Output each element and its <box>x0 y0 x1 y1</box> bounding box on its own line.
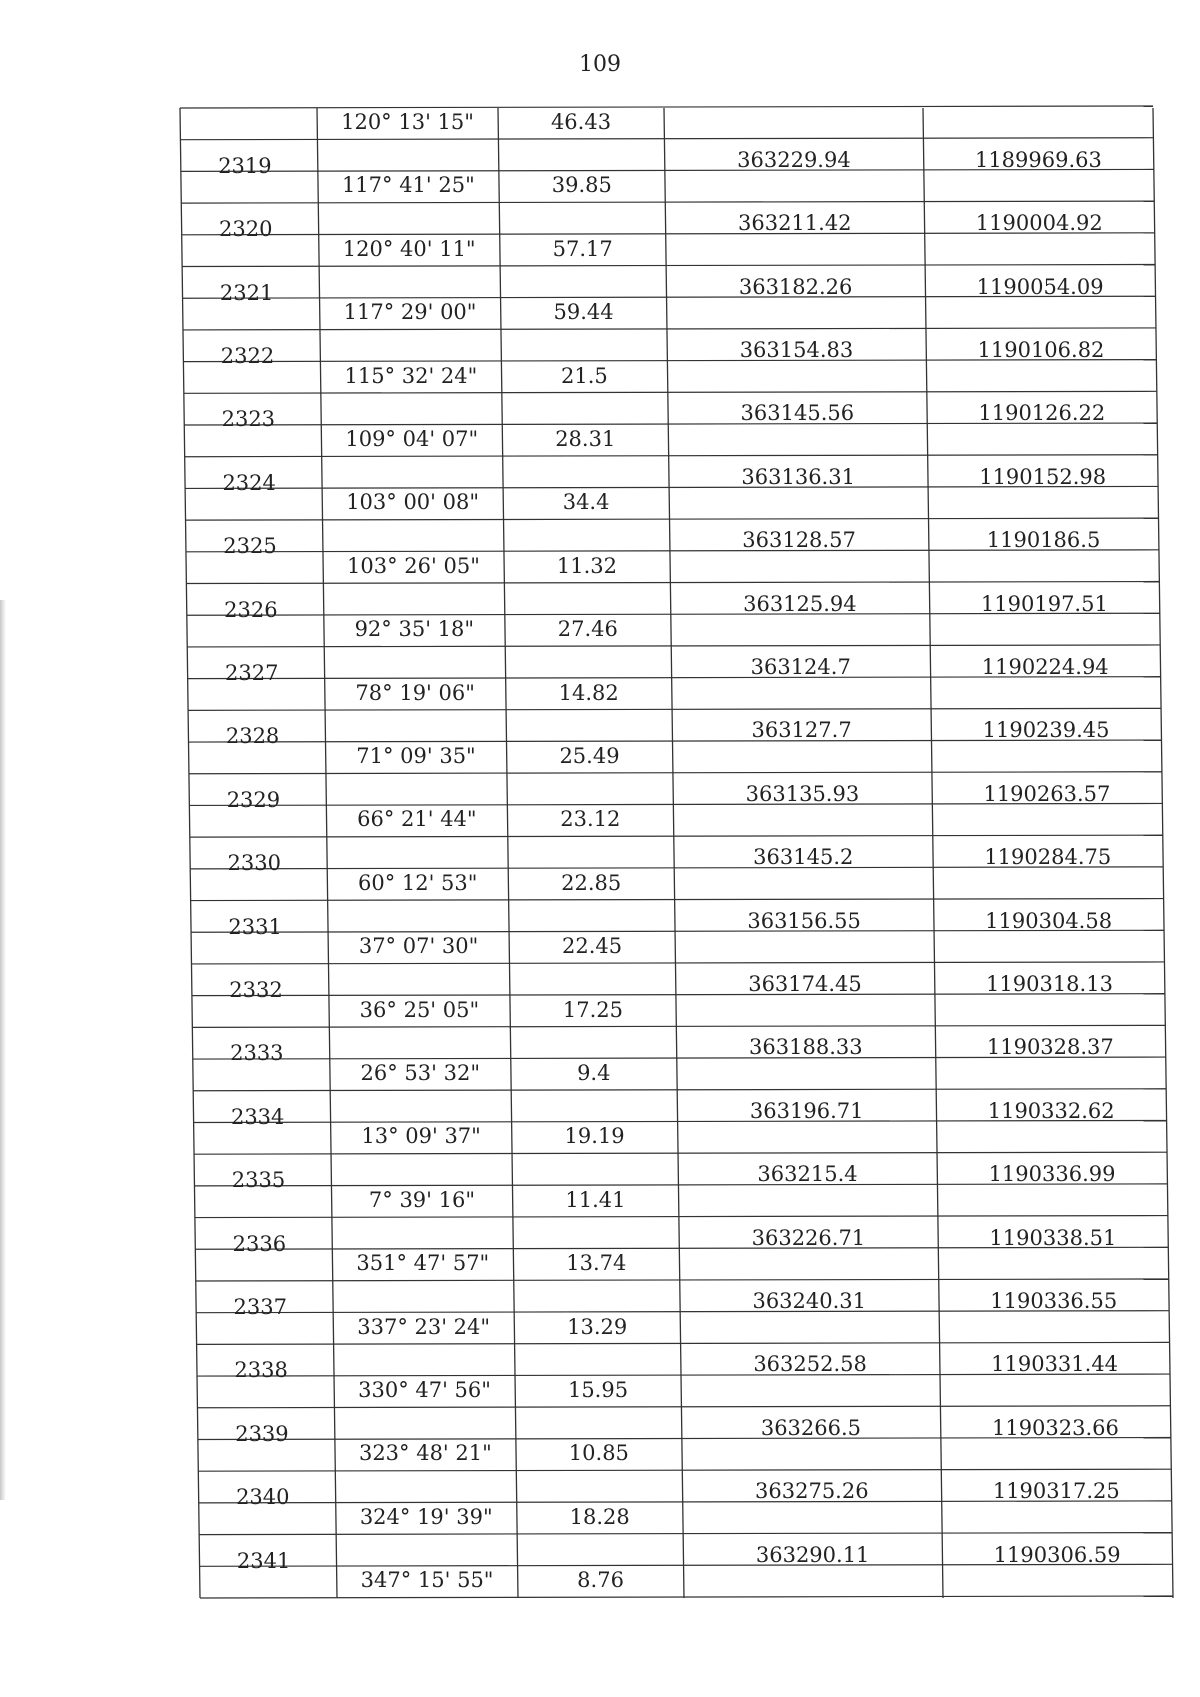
table-cell-bearing: 117° 41' 25" <box>341 173 475 198</box>
table-cell-easting: 1190054.09 <box>976 274 1104 299</box>
table-cell-point: 2324 <box>222 470 276 495</box>
table-cell-distance: 18.28 <box>569 1504 630 1529</box>
table-cell-distance: 10.85 <box>568 1441 629 1466</box>
table-cell-point: 2333 <box>230 1041 284 1066</box>
table-cell-northing: 363145.56 <box>740 401 855 426</box>
table-cell-point: 2325 <box>223 534 277 559</box>
table-cell-easting: 1190197.51 <box>980 591 1108 616</box>
table-cell-bearing: 109° 04' 07" <box>345 427 479 452</box>
table-cell-northing: 363240.31 <box>752 1288 867 1313</box>
table-cell-easting: 1190263.57 <box>983 781 1111 806</box>
table-cell-distance: 19.19 <box>564 1124 625 1149</box>
table-cell-bearing: 71° 09' 35" <box>356 744 476 769</box>
row-line <box>190 835 1163 837</box>
row-line <box>188 708 1161 710</box>
table-cell-easting: 1190126.22 <box>978 401 1106 426</box>
row-line <box>186 582 1159 584</box>
table-cell-easting: 1190323.66 <box>991 1415 1119 1440</box>
table-cell-bearing: 120° 13' 15" <box>341 110 474 134</box>
row-line <box>193 1089 1166 1091</box>
table-cell-easting: 1190152.98 <box>979 464 1107 489</box>
table-cell-point: 2327 <box>224 660 279 685</box>
table-cell-easting: 1190004.92 <box>975 211 1103 236</box>
table-cell-bearing: 7° 39' 16" <box>368 1187 475 1212</box>
table-cell-bearing: 337° 23' 24" <box>357 1314 491 1339</box>
table-cell-distance: 27.46 <box>557 617 618 642</box>
table-cell-distance: 17.25 <box>562 997 623 1022</box>
table-cell-point: 2334 <box>230 1104 285 1129</box>
column-line <box>498 108 518 1598</box>
table-cell-distance: 11.41 <box>565 1187 626 1212</box>
table-cell-bearing: 323° 48' 21" <box>358 1441 492 1466</box>
table-cell-distance: 8.76 <box>577 1568 624 1593</box>
row-line <box>180 106 1153 108</box>
row-line <box>200 1596 1173 1598</box>
row-line <box>182 265 1155 267</box>
table-cell-northing: 363211.42 <box>737 211 852 236</box>
table-cell-northing: 363182.26 <box>738 274 853 299</box>
table-cell-distance: 11.32 <box>556 553 618 578</box>
table-cell-northing: 363145.2 <box>753 845 854 870</box>
table-cell-bearing: 351° 47' 57" <box>356 1251 490 1276</box>
table-cell-northing: 363156.55 <box>747 908 861 933</box>
table-cell-easting: 1190284.75 <box>984 845 1112 870</box>
table-cell-easting: 1190317.25 <box>992 1479 1120 1504</box>
table-cell-bearing: 103° 00' 08" <box>346 490 479 515</box>
table-cell-point: 2336 <box>232 1231 287 1256</box>
row-line <box>180 138 1153 140</box>
table-cell-easting: 1190106.82 <box>977 337 1105 362</box>
table-cell-distance: 34.4 <box>562 490 610 515</box>
row-line <box>185 455 1158 457</box>
table-cell-point: 2322 <box>220 343 275 368</box>
column-line <box>317 108 337 1598</box>
row-line <box>195 1216 1168 1218</box>
table-cell-easting: 1189969.63 <box>974 147 1102 172</box>
table-cell-distance: 39.85 <box>551 173 612 198</box>
table-cell-easting: 1190239.45 <box>982 718 1110 743</box>
row-line <box>189 772 1162 774</box>
row-line <box>191 962 1164 964</box>
table-cell-distance: 13.74 <box>566 1251 627 1276</box>
row-line <box>186 518 1159 520</box>
table-cell-bearing: 324° 19' 39" <box>359 1504 493 1529</box>
table-cell-easting: 1190186.5 <box>986 528 1101 553</box>
table-cell-northing: 363154.83 <box>739 337 854 362</box>
table-cell-northing: 363290.11 <box>755 1542 870 1567</box>
row-line <box>192 1025 1165 1027</box>
table-cell-bearing: 37° 07' 30" <box>358 934 479 959</box>
table-cell-easting: 1190304.58 <box>985 908 1113 933</box>
table-cell-northing: 363136.31 <box>741 464 855 489</box>
row-line <box>197 1406 1170 1408</box>
table-cell-point: 2321 <box>219 280 274 305</box>
table-cell-point: 2339 <box>235 1421 289 1446</box>
row-line <box>196 1279 1169 1281</box>
table-cell-northing: 363196.71 <box>749 1098 864 1123</box>
table-cell-bearing: 92° 35' 18" <box>354 617 475 642</box>
column-line <box>180 108 200 1598</box>
table-cell-distance: 15.95 <box>567 1378 629 1403</box>
row-line <box>184 391 1157 393</box>
table-cell-easting: 1190306.59 <box>993 1542 1121 1567</box>
table-cell-distance: 23.12 <box>560 807 621 832</box>
table-cell-easting: 1190336.55 <box>990 1288 1118 1313</box>
table-cell-northing: 363226.71 <box>751 1225 866 1250</box>
table-cell-distance: 57.17 <box>552 236 613 261</box>
table-cell-bearing: 36° 25' 05" <box>359 997 480 1022</box>
table-cell-point: 2335 <box>231 1168 286 1193</box>
table-cell-distance: 9.4 <box>577 1061 611 1086</box>
table-cell-northing: 363135.93 <box>745 781 860 806</box>
table-cell-northing: 363252.58 <box>753 1352 867 1377</box>
row-line <box>183 328 1156 330</box>
table-cell-distance: 25.49 <box>559 744 620 769</box>
table-cell-bearing: 13° 09' 37" <box>361 1124 481 1149</box>
table-cell-point: 2320 <box>219 217 273 242</box>
table-cell-northing: 363229.94 <box>737 147 851 172</box>
row-line <box>194 1152 1167 1154</box>
table-cell-easting: 1190332.62 <box>987 1098 1115 1123</box>
table-cell-easting: 1190336.99 <box>988 1162 1116 1187</box>
table-cell-bearing: 66° 21' 44" <box>357 807 477 832</box>
table-cell-point: 2341 <box>236 1548 291 1573</box>
table-cell-point: 2332 <box>229 977 283 1002</box>
table-cell-bearing: 347° 15' 55" <box>360 1568 494 1593</box>
table-cell-point: 2331 <box>228 914 282 939</box>
table-cell-bearing: 26° 53' 32" <box>360 1061 480 1086</box>
table-cell-point: 2326 <box>224 597 278 622</box>
table-cell-distance: 22.45 <box>562 934 623 959</box>
row-line <box>197 1342 1170 1344</box>
table-cell-point: 2323 <box>221 407 276 432</box>
table-cell-northing: 363124.7 <box>750 654 851 679</box>
table-cell-easting: 1190224.94 <box>981 654 1109 679</box>
table-cell-point: 2338 <box>234 1358 288 1383</box>
table-cell-easting: 1190328.37 <box>986 1035 1114 1060</box>
row-line <box>187 645 1160 647</box>
table-cell-point: 2328 <box>225 724 280 749</box>
table-cell-bearing: 115° 32' 24" <box>344 363 478 388</box>
table-cell-distance: 14.82 <box>558 680 619 705</box>
table-cell-bearing: 78° 19' 06" <box>355 680 475 705</box>
table-cell-distance: 22.85 <box>561 870 622 895</box>
table-cell-northing: 363266.5 <box>760 1415 862 1440</box>
table-cell-distance: 28.31 <box>555 427 616 452</box>
table-cell-bearing: 120° 40' 11" <box>342 236 476 261</box>
table-cell-northing: 363127.7 <box>751 718 852 743</box>
table-cell-bearing: 60° 12' 53" <box>357 870 478 895</box>
table-cell-point: 2319 <box>218 153 272 178</box>
row-line <box>181 201 1154 203</box>
table-cell-point: 2337 <box>233 1294 287 1319</box>
table-cell-northing: 363174.45 <box>748 971 862 996</box>
page-number: 109 <box>579 52 621 77</box>
table-cell-bearing: 330° 47' 56" <box>358 1378 491 1403</box>
table-cell-northing: 363125.94 <box>743 591 857 616</box>
table-cell-bearing: 117° 29' 00" <box>343 300 477 325</box>
row-line <box>198 1469 1171 1471</box>
table-cell-easting: 1190318.13 <box>986 971 1113 996</box>
row-line <box>199 1533 1172 1535</box>
table-cell-distance: 13.29 <box>567 1314 628 1339</box>
table-cell-distance: 59.44 <box>553 300 614 325</box>
table-cell-distance: 46.43 <box>550 110 612 134</box>
table-cell-northing: 363128.57 <box>742 528 856 553</box>
table-cell-distance: 21.5 <box>561 363 608 388</box>
table-cell-bearing: 103° 26' 05" <box>347 553 480 578</box>
row-line <box>191 899 1164 901</box>
table-cell-point: 2330 <box>227 851 282 876</box>
table-cell-easting: 1190331.44 <box>991 1352 1119 1377</box>
table-cell-northing: 363188.33 <box>749 1035 863 1060</box>
table-cell-point: 2340 <box>236 1485 290 1510</box>
table-cell-point: 2329 <box>226 787 281 812</box>
table-cell-easting: 1190338.51 <box>989 1225 1117 1250</box>
table-cell-northing: 363275.26 <box>755 1479 869 1504</box>
table-cell-northing: 363215.4 <box>757 1162 858 1187</box>
